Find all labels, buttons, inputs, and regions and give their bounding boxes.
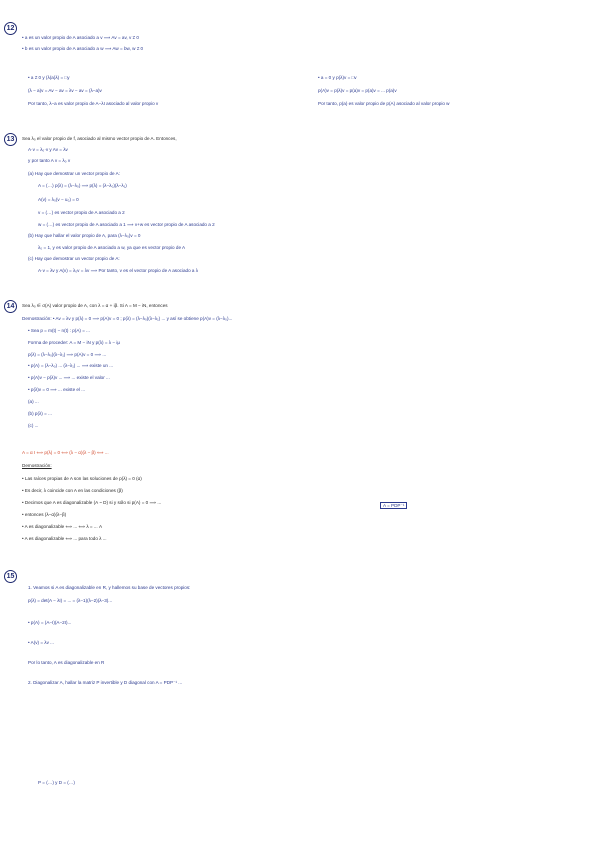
s14-line-11: (c) ...	[28, 423, 39, 428]
s12-line-2: • b es un valor propio de A asociado a w ⟹ Aw = bw, w ≠ 0	[22, 46, 144, 51]
s15-line-6: 2. Diagonalizar A, hallar la matriz P invertible y D diagonal con A = PDP⁻¹ ...	[28, 680, 183, 685]
s14-line-2: Demostración: • Av = λv y p(λ) = 0 ⟹ p(A)v = 0 ; p(λ) = (λ−λ₀)(λ−λ₁) ... y así se obtiene p(A)v = (λ−λ₀)...	[22, 316, 233, 321]
s14-dem-line-1: • Las raíces propias de A son las soluciones de p(λ) = 0 (α)	[22, 476, 142, 481]
s12-line-1: • a es un valor propio de A asociado a v ⟹ Av = av, v ≠ 0	[22, 35, 139, 40]
s12-right-1: • a = 0 y p(λ)v = □v	[318, 75, 357, 80]
s15-line-2: p(λ) = det(A − λI) = ... = (λ−1)(λ−2)(λ−3)...	[28, 598, 113, 603]
s14-line-10: (b) p(λ) = ...	[28, 411, 52, 416]
s14-line-6: • p(A) = (λ−λ₀) ... (λ−λ₁) ... ⟹ existe un ...	[28, 363, 114, 368]
s12-left-2: (λ − a)v = Av − av = λv − av = (λ−a)v	[28, 88, 102, 93]
s14-dem-title: Demostración:	[22, 463, 52, 468]
s15-line-1: 1. Veamos si A es diagonalizable en R, y hallemos su base de vectores propios:	[28, 585, 191, 590]
s12-right-3: Por tanto, p(a) es valor propio de p(A) asociado al valor propio w	[318, 101, 450, 106]
s12-left-3: Por tanto, λ−a es valor propio de A−λI asociado al valor propio v	[28, 101, 159, 106]
s13-line-5: A = (…) p(λ) = (λ−λ₀) ⟹ p(λ) = (λ−λ₀)(λ−λ₁)	[38, 183, 127, 188]
s14-line-1: Sea λ₀ ∈ σ(A) valor propio de A, con λ = α + iβ. Si A = M − iN, entonces	[22, 303, 168, 308]
s13-line-10: λ₀ = 1, y es valor propio de A asociado a w, ya que es vector propio de A	[38, 245, 186, 250]
s14-line-8: • p(λ)v = 0 ⟹ ... existe el ...	[28, 387, 86, 392]
s14-dem-line-5: • A es diagonalizable ⟺ ... ⟺ λ = ... A	[22, 524, 103, 529]
s14-line-5: p(λ) = (λ−λ₀)(λ−λ₁) ⟹ p(A)v = 0 ⟹ ...	[28, 352, 107, 357]
section-number-13: 13	[4, 133, 17, 146]
s13-line-2: A·v = λ₀·v y Av = λv	[28, 147, 68, 152]
s14-dem-line-3: • Decimos que A es diagonalizable (A ~ D) si y sólo si p(A) = 0 ⟹ ...	[22, 500, 162, 505]
s15-line-4: • A(v) = λv ...	[28, 640, 54, 645]
s14-line-4: Forma de proceder: A = M − iN y p(λ) = λ − iμ	[28, 340, 121, 345]
s15-line-5: Por lo tanto, A es diagonalizable en R	[28, 660, 105, 665]
s13-line-12: A·v = λv y A(v) = λ₀v = λv ⟹ Por tanto, v es el vector propio de A asociado a λ	[38, 268, 199, 273]
s14-red-line: A = α I ⟺ p(λ) = 0 ⟺ (λ − α)(λ − β) ⟺ ...	[22, 450, 109, 455]
s15-line-7: P = (…) y D = (…)	[38, 780, 75, 785]
s13-line-1: Sea λ₀ el valor propio de f, asociado al mismo vector propio de A. Entonces,	[22, 136, 177, 141]
s14-dem-line-2: • Es decir, λ coincide con A en las condiciones (β)	[22, 488, 123, 493]
s12-right-2: p(A)v = p(λ)v = p(a)v = p(a)v = ... p(a)v	[318, 88, 397, 93]
section-number-14: 14	[4, 300, 17, 313]
s13-line-6: A(v) = λ₀(v − u₀) = 0	[38, 197, 79, 202]
s14-line-9: (a) ...	[28, 399, 39, 404]
section-number-12: 12	[4, 22, 17, 35]
s13-line-11: (c) Hay que demostrar un vector propio de A:	[28, 256, 120, 261]
s15-line-3: • p(A) = (A−I)(A−2I)...	[28, 620, 72, 625]
s13-line-9: (b) Hay que hallar el valor propio de A, para (λ−λ₀)v = 0	[28, 233, 141, 238]
s14-dem-line-6: • A es diagonalizable ⟺ ... para todo λ ...	[22, 536, 107, 541]
section-number-15: 15	[4, 570, 17, 583]
s14-line-3: • Sea p = m(t) − n(t) : p(A) = ...	[28, 328, 90, 333]
s13-line-3: y por tanto A v = λ₀ v	[28, 158, 71, 163]
s13-line-4: (a) Hay que demostrar un vector propio de A:	[28, 171, 120, 176]
boxed-formula: A = PDP⁻¹	[380, 502, 407, 509]
s14-dem-line-4: • entonces (λ−α)(λ−β)	[22, 512, 67, 517]
s15-boxed-formula	[380, 503, 407, 509]
s12-left-1: • a ≠ 0 y (λ(a)λ) = □y	[28, 75, 70, 80]
s13-line-8: w = (…) es vector propio de A asociado a 1 ⟹ v+w es vector propio de A asociado a 2	[38, 222, 215, 227]
s14-line-7: • p(A)v − p(λ)v ... ⟹ ... existe el valor ...	[28, 375, 110, 380]
s13-line-7: v = (…) es vector propio de A asociado a 2	[38, 210, 125, 215]
